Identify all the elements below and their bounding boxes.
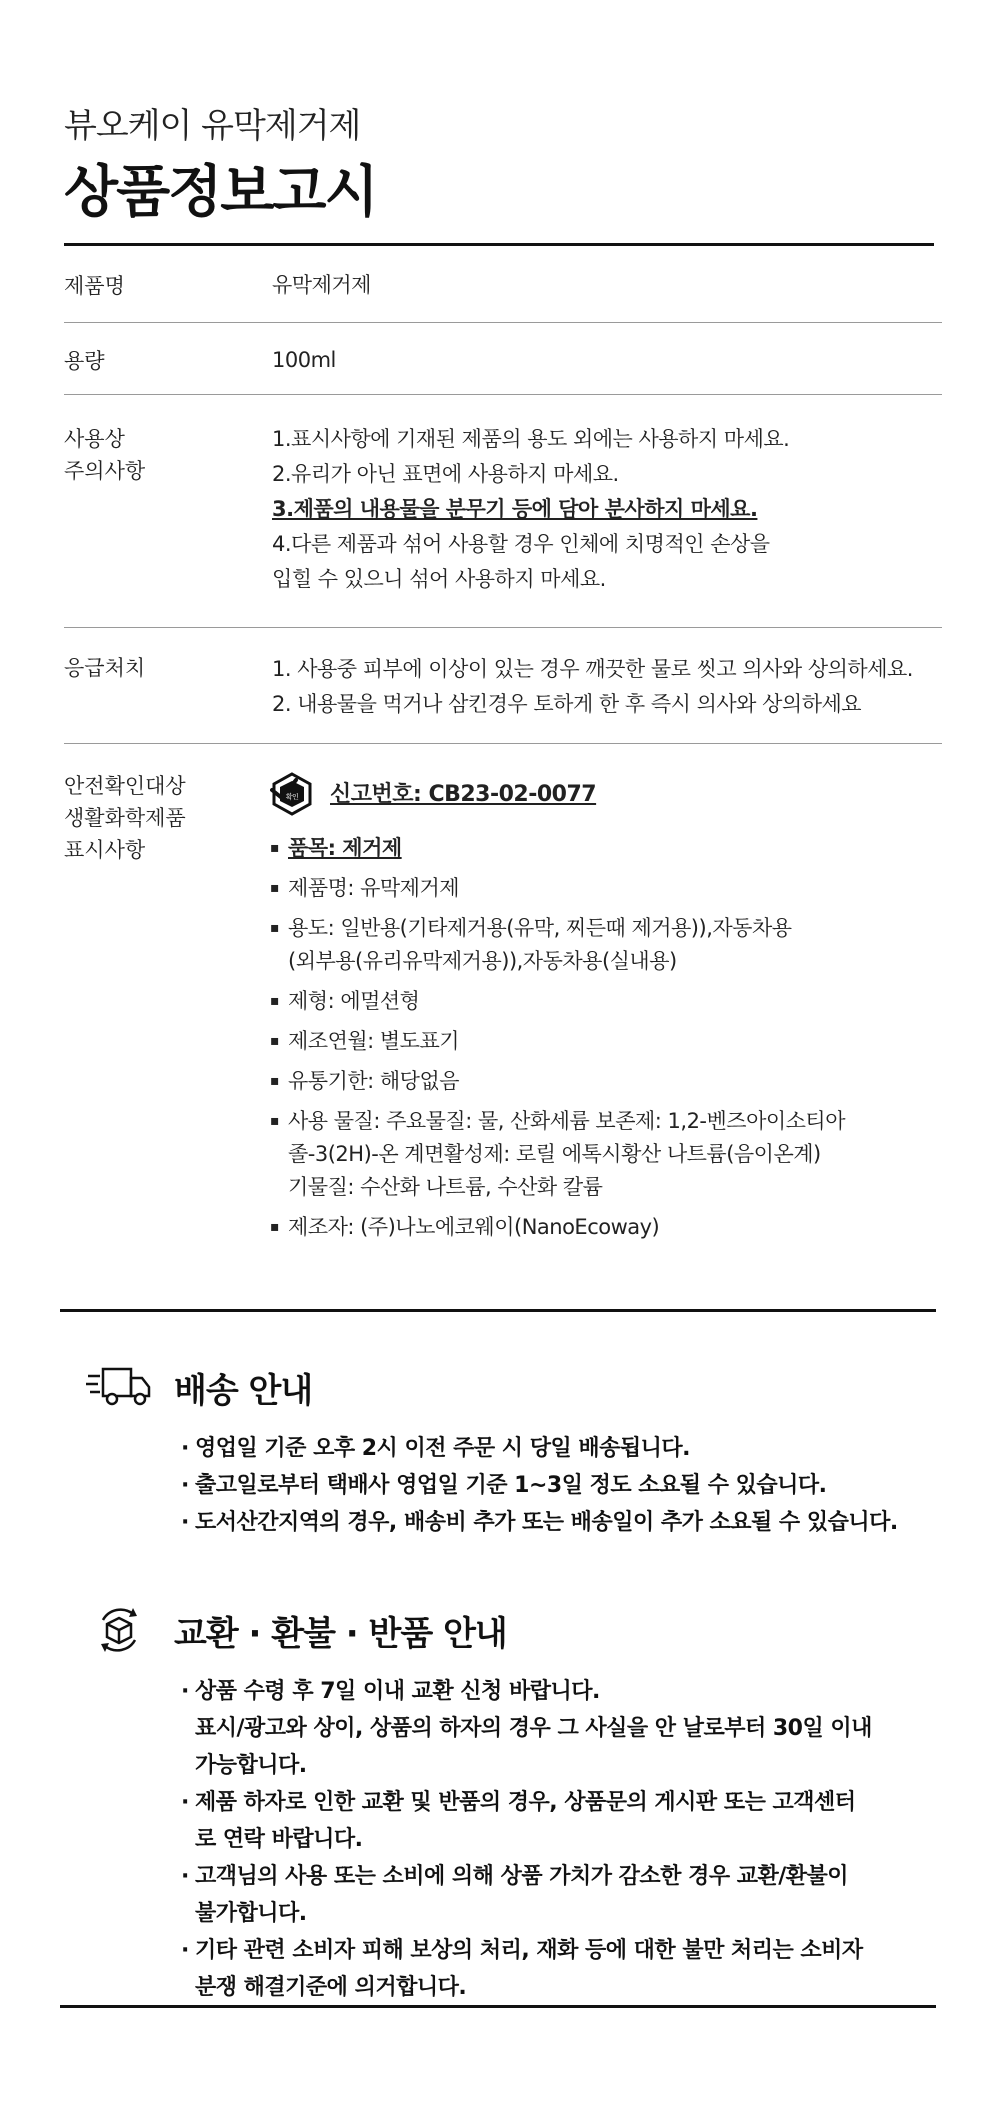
cert-number: 신고번호: CB23-02-0077 [330, 781, 597, 807]
safety-content [270, 772, 845, 1251]
shipping-notes [181, 1432, 956, 1539]
capacity-value: 100ml [272, 348, 336, 372]
exchange-note: · 상품 수령 후 7일 이내 교환 신청 바랍니다. [181, 1675, 956, 1708]
safety-item: ▪ 제품명: 유막제거제 [270, 872, 845, 905]
subtitle: 뷰오케이 유막제거제 [64, 106, 361, 146]
caution-line-emphasis: 3.제품의 내용물을 분무기 등에 담아 분사하지 마세요. [272, 497, 758, 521]
bottom-divider [60, 2005, 936, 2008]
svg-text:확인: 확인 [285, 793, 299, 801]
exchange-note-continued: 표시/광고와 상이, 상품의 하자의 경우 그 사실을 안 날로부터 30일 이내 [195, 1716, 872, 1741]
caution-line: 1.표시사항에 기재된 제품의 용도 외에는 사용하지 마세요. [272, 427, 790, 451]
safety-item: ▪ 품목: 제거제 [270, 832, 845, 865]
exchange-title: 교환 · 환불 · 반품 안내 [174, 1613, 507, 1654]
exchange-note-continued: 분쟁 해결기준에 의거합니다. [195, 1975, 467, 2000]
caution-list [272, 422, 789, 597]
exchange-box-icon [86, 1605, 152, 1655]
first-aid-list [272, 652, 913, 722]
info-row-first-aid [64, 628, 942, 744]
info-row-product-name [64, 246, 942, 323]
product-name-label: 제품명 [64, 274, 125, 298]
safety-item: ▪ 제조연월: 별도표기 [270, 1025, 845, 1058]
exchange-header [86, 1605, 956, 1655]
info-row-caution [64, 395, 942, 628]
exchange-notes [181, 1675, 956, 2004]
product-name-value: 유막제거제 [272, 273, 371, 297]
safety-check-badge-icon [270, 772, 314, 816]
safety-label-line: 표시사항 [64, 838, 146, 862]
exchange-note-continued: 가능합니다. [195, 1753, 307, 1778]
exchange-note-continued: 불가합니다. [195, 1901, 307, 1926]
safety-label-line: 생활화학제품 [64, 806, 186, 830]
delivery-truck-icon [86, 1362, 152, 1412]
first-aid-line: 1. 사용중 피부에 이상이 있는 경우 깨끗한 물로 씻고 의사와 상의하세요. [272, 657, 913, 681]
caution-label-line: 사용상 [64, 427, 125, 451]
caution-label [64, 423, 145, 487]
safety-item-continued: 졸-3(2H)-온 계면활성제: 로릴 에톡시황산 나트륨(음이온계) [288, 1142, 821, 1166]
capacity-label: 용량 [64, 349, 105, 373]
safety-items [270, 832, 845, 1244]
caution-label-line: 주의사항 [64, 459, 146, 483]
exchange-note: · 제품 하자로 인한 교환 및 반품의 경우, 상품문의 게시판 또는 고객센터 [181, 1786, 956, 1819]
safety-item: ▪ 용도: 일반용(기타제거용(유막, 찌든때 제거용)),자동차용 [270, 912, 845, 945]
exchange-note-continued: 로 연락 바랍니다. [195, 1827, 363, 1852]
shipping-section [86, 1362, 956, 1543]
exchange-note: · 고객님의 사용 또는 소비에 의해 상품 가치가 감소한 경우 교환/환불이 [181, 1860, 956, 1893]
caution-line: 2.유리가 아닌 표면에 사용하지 마세요. [272, 462, 619, 486]
exchange-section [86, 1605, 956, 2008]
safety-label-line: 안전확인대상 [64, 774, 186, 798]
shipping-note: · 영업일 기준 오후 2시 이전 주문 시 당일 배송됩니다. [181, 1432, 956, 1465]
safety-item: ▪ 유통기한: 해당없음 [270, 1065, 845, 1098]
shipping-header [86, 1362, 956, 1412]
safety-item: ▪ 사용 물질: 주요물질: 물, 산화세륨 보존제: 1,2-벤즈아이소티아 [270, 1105, 845, 1138]
page-title: 상품정보고시 [64, 160, 377, 225]
section-divider [60, 1309, 936, 1312]
info-row-capacity [64, 323, 942, 395]
shipping-note: · 도서산간지역의 경우, 배송비 추가 또는 배송일이 추가 소요될 수 있습니다. [181, 1506, 956, 1539]
cert-line [270, 772, 845, 816]
shipping-title: 배송 안내 [174, 1370, 313, 1411]
caution-line: 입힐 수 있으니 섞어 사용하지 마세요. [272, 567, 606, 591]
first-aid-label: 응급처치 [64, 656, 146, 680]
safety-item-continued: 기물질: 수산화 나트륨, 수산화 칼륨 [288, 1175, 603, 1199]
safety-item: ▪ 제조자: (주)나노에코웨이(NanoEcoway) [270, 1211, 845, 1244]
shipping-note: · 출고일로부터 택배사 영업일 기준 1~3일 정도 소요될 수 있습니다. [181, 1469, 956, 1502]
exchange-note: · 기타 관련 소비자 피해 보상의 처리, 재화 등에 대한 불만 처리는 소비자 [181, 1934, 956, 1967]
first-aid-line: 2. 내용물을 먹거나 삼킨경우 토하게 한 후 즉시 의사와 상의하세요 [272, 692, 862, 716]
info-row-safety [64, 744, 942, 1264]
safety-label [64, 770, 186, 866]
safety-item: ▪ 제형: 에멀션형 [270, 985, 845, 1018]
caution-line: 4.다른 제품과 섞어 사용할 경우 인체에 치명적인 손상을 [272, 532, 770, 556]
safety-item-continued: (외부용(유리유막제거용)),자동차용(실내용) [288, 949, 677, 973]
